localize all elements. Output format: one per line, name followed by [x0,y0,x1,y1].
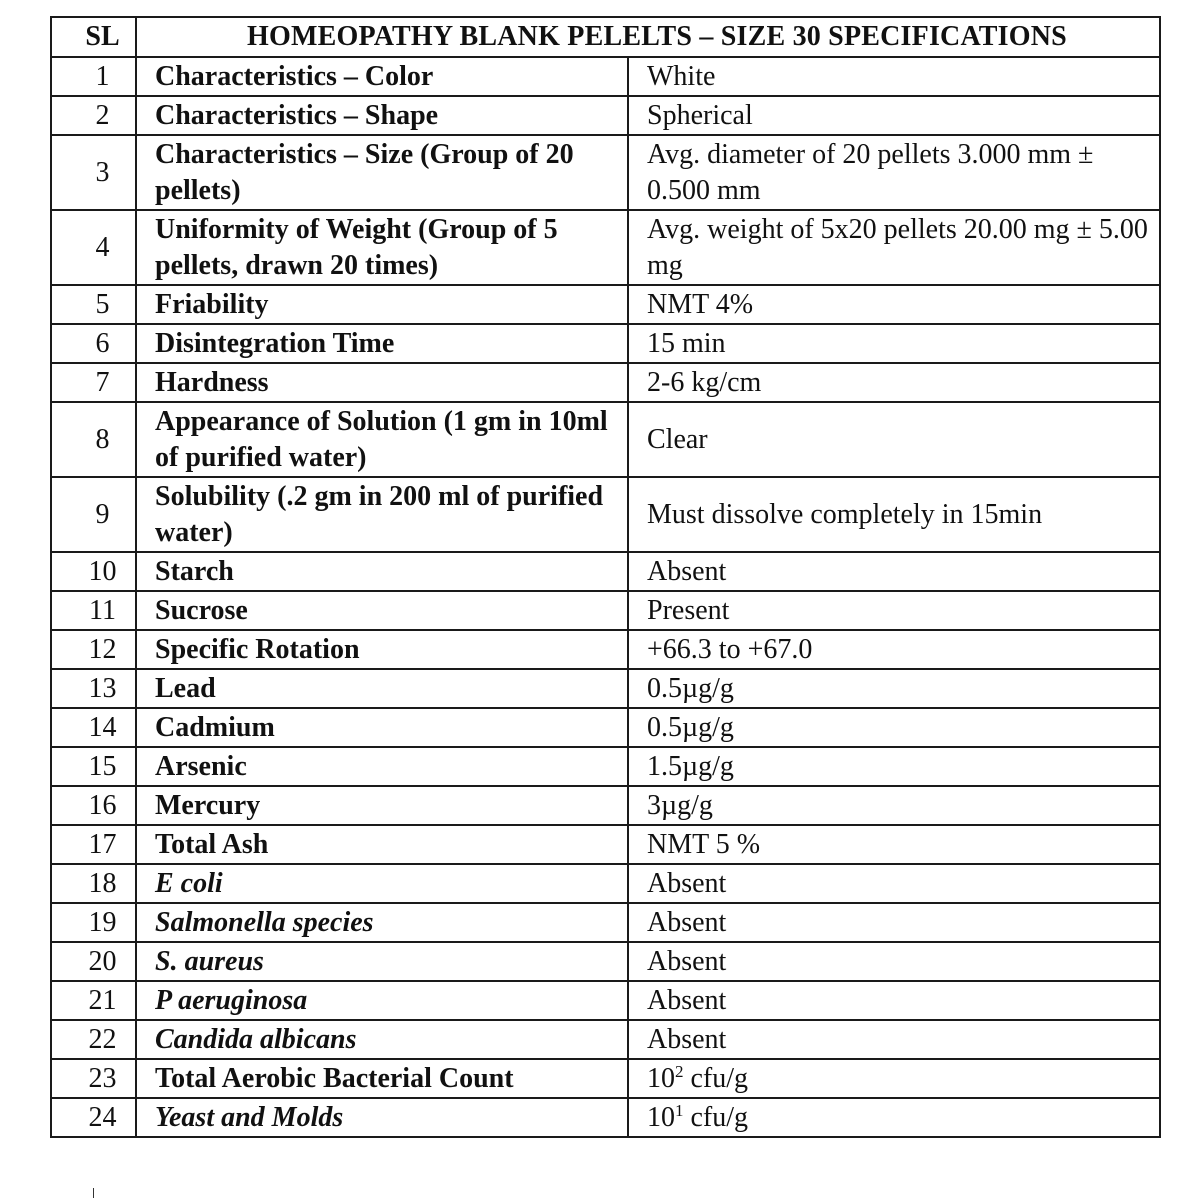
row-number: 18 [51,864,136,903]
value-base: 10 [647,1062,675,1094]
parameter-cell: Cadmium [136,708,628,747]
table-row [51,942,1160,981]
value-cell: White [628,57,1160,96]
table-row [51,591,1160,630]
row-number: 20 [51,942,136,981]
value-unit: cfu/g [683,1101,749,1133]
table-row [51,786,1160,825]
row-number: 5 [51,285,136,324]
parameter-cell: Appearance of Solution (1 gm in 10ml of purified water) [136,402,628,477]
row-number: 15 [51,747,136,786]
row-number: 21 [51,981,136,1020]
value-cell: Absent [628,552,1160,591]
value-cell: NMT 5 % [628,825,1160,864]
row-number: 8 [51,402,136,477]
row-number: 14 [51,708,136,747]
value-cell: Absent [628,942,1160,981]
value-exponent: 1 [675,1100,684,1120]
parameter-cell: Candida albicans [136,1020,628,1059]
value-cell: Spherical [628,96,1160,135]
value-cell: +66.3 to +67.0 [628,630,1160,669]
value-cell: Absent [628,903,1160,942]
table-row [51,96,1160,135]
row-number: 22 [51,1020,136,1059]
value-cell: Present [628,591,1160,630]
value-base: 10 [647,1101,675,1133]
value-cell: Absent [628,864,1160,903]
table-row [51,1020,1160,1059]
value-unit: cfu/g [683,1062,749,1094]
table-row [51,285,1160,324]
parameter-cell: Uniformity of Weight (Group of 5 pellets, drawn 20 times) [136,210,628,285]
row-number: 17 [51,825,136,864]
table-row [51,57,1160,96]
table-row [51,210,1160,285]
parameter-cell: E coli [136,864,628,903]
value-cell: 0.5µg/g [628,708,1160,747]
text-cursor-mark [93,1188,94,1198]
parameter-cell: Total Ash [136,825,628,864]
parameter-cell: S. aureus [136,942,628,981]
table-row [51,981,1160,1020]
row-number: 4 [51,210,136,285]
value-cell: 2-6 kg/cm [628,363,1160,402]
parameter-cell: Yeast and Molds [136,1098,628,1137]
table-row [51,477,1160,552]
table-row [51,135,1160,210]
table-row [51,747,1160,786]
value-cell: Absent [628,1020,1160,1059]
parameter-cell: Lead [136,669,628,708]
row-number: 23 [51,1059,136,1098]
row-number: 19 [51,903,136,942]
table-title: HOMEOPATHY BLANK PELELTS – SIZE 30 SPECIFICATIONS [136,17,1160,57]
row-number: 6 [51,324,136,363]
value-cell: 0.5µg/g [628,669,1160,708]
value-cell: Clear [628,402,1160,477]
table-row [51,363,1160,402]
specifications-table [50,16,1161,1138]
header-row [51,17,1160,57]
value-cell [628,1059,1160,1098]
parameter-cell: Mercury [136,786,628,825]
row-number: 7 [51,363,136,402]
value-cell [628,1098,1160,1137]
value-cell: Must dissolve completely in 15min [628,477,1160,552]
row-number: 3 [51,135,136,210]
parameter-cell: Arsenic [136,747,628,786]
row-number: 10 [51,552,136,591]
value-cell: 3µg/g [628,786,1160,825]
row-number: 13 [51,669,136,708]
table-row [51,552,1160,591]
parameter-cell: Disintegration Time [136,324,628,363]
parameter-cell: Total Aerobic Bacterial Count [136,1059,628,1098]
parameter-cell: Starch [136,552,628,591]
parameter-cell: Characteristics – Color [136,57,628,96]
table-row [51,669,1160,708]
row-number: 2 [51,96,136,135]
row-number: 1 [51,57,136,96]
value-cell: Avg. diameter of 20 pellets 3.000 mm ± 0.500 mm [628,135,1160,210]
sl-column-header: SL [51,17,136,57]
parameter-cell: Specific Rotation [136,630,628,669]
value-cell: NMT 4% [628,285,1160,324]
row-number: 11 [51,591,136,630]
table-row [51,864,1160,903]
value-cell: Avg. weight of 5x20 pellets 20.00 mg ± 5.00 mg [628,210,1160,285]
table-row [51,903,1160,942]
value-cell: 15 min [628,324,1160,363]
table-row [51,1059,1160,1098]
parameter-cell: P aeruginosa [136,981,628,1020]
parameter-cell: Hardness [136,363,628,402]
parameter-cell: Sucrose [136,591,628,630]
row-number: 9 [51,477,136,552]
parameter-cell: Characteristics – Shape [136,96,628,135]
parameter-cell: Characteristics – Size (Group of 20 pellets) [136,135,628,210]
row-number: 12 [51,630,136,669]
table-row [51,1098,1160,1137]
value-exponent: 2 [675,1061,684,1081]
row-number: 24 [51,1098,136,1137]
parameter-cell: Solubility (.2 gm in 200 ml of purified water) [136,477,628,552]
table-row [51,402,1160,477]
value-cell: 1.5µg/g [628,747,1160,786]
table-row [51,825,1160,864]
row-number: 16 [51,786,136,825]
parameter-cell: Salmonella species [136,903,628,942]
table-row [51,324,1160,363]
parameter-cell: Friability [136,285,628,324]
table-row [51,630,1160,669]
table-row [51,708,1160,747]
value-cell: Absent [628,981,1160,1020]
